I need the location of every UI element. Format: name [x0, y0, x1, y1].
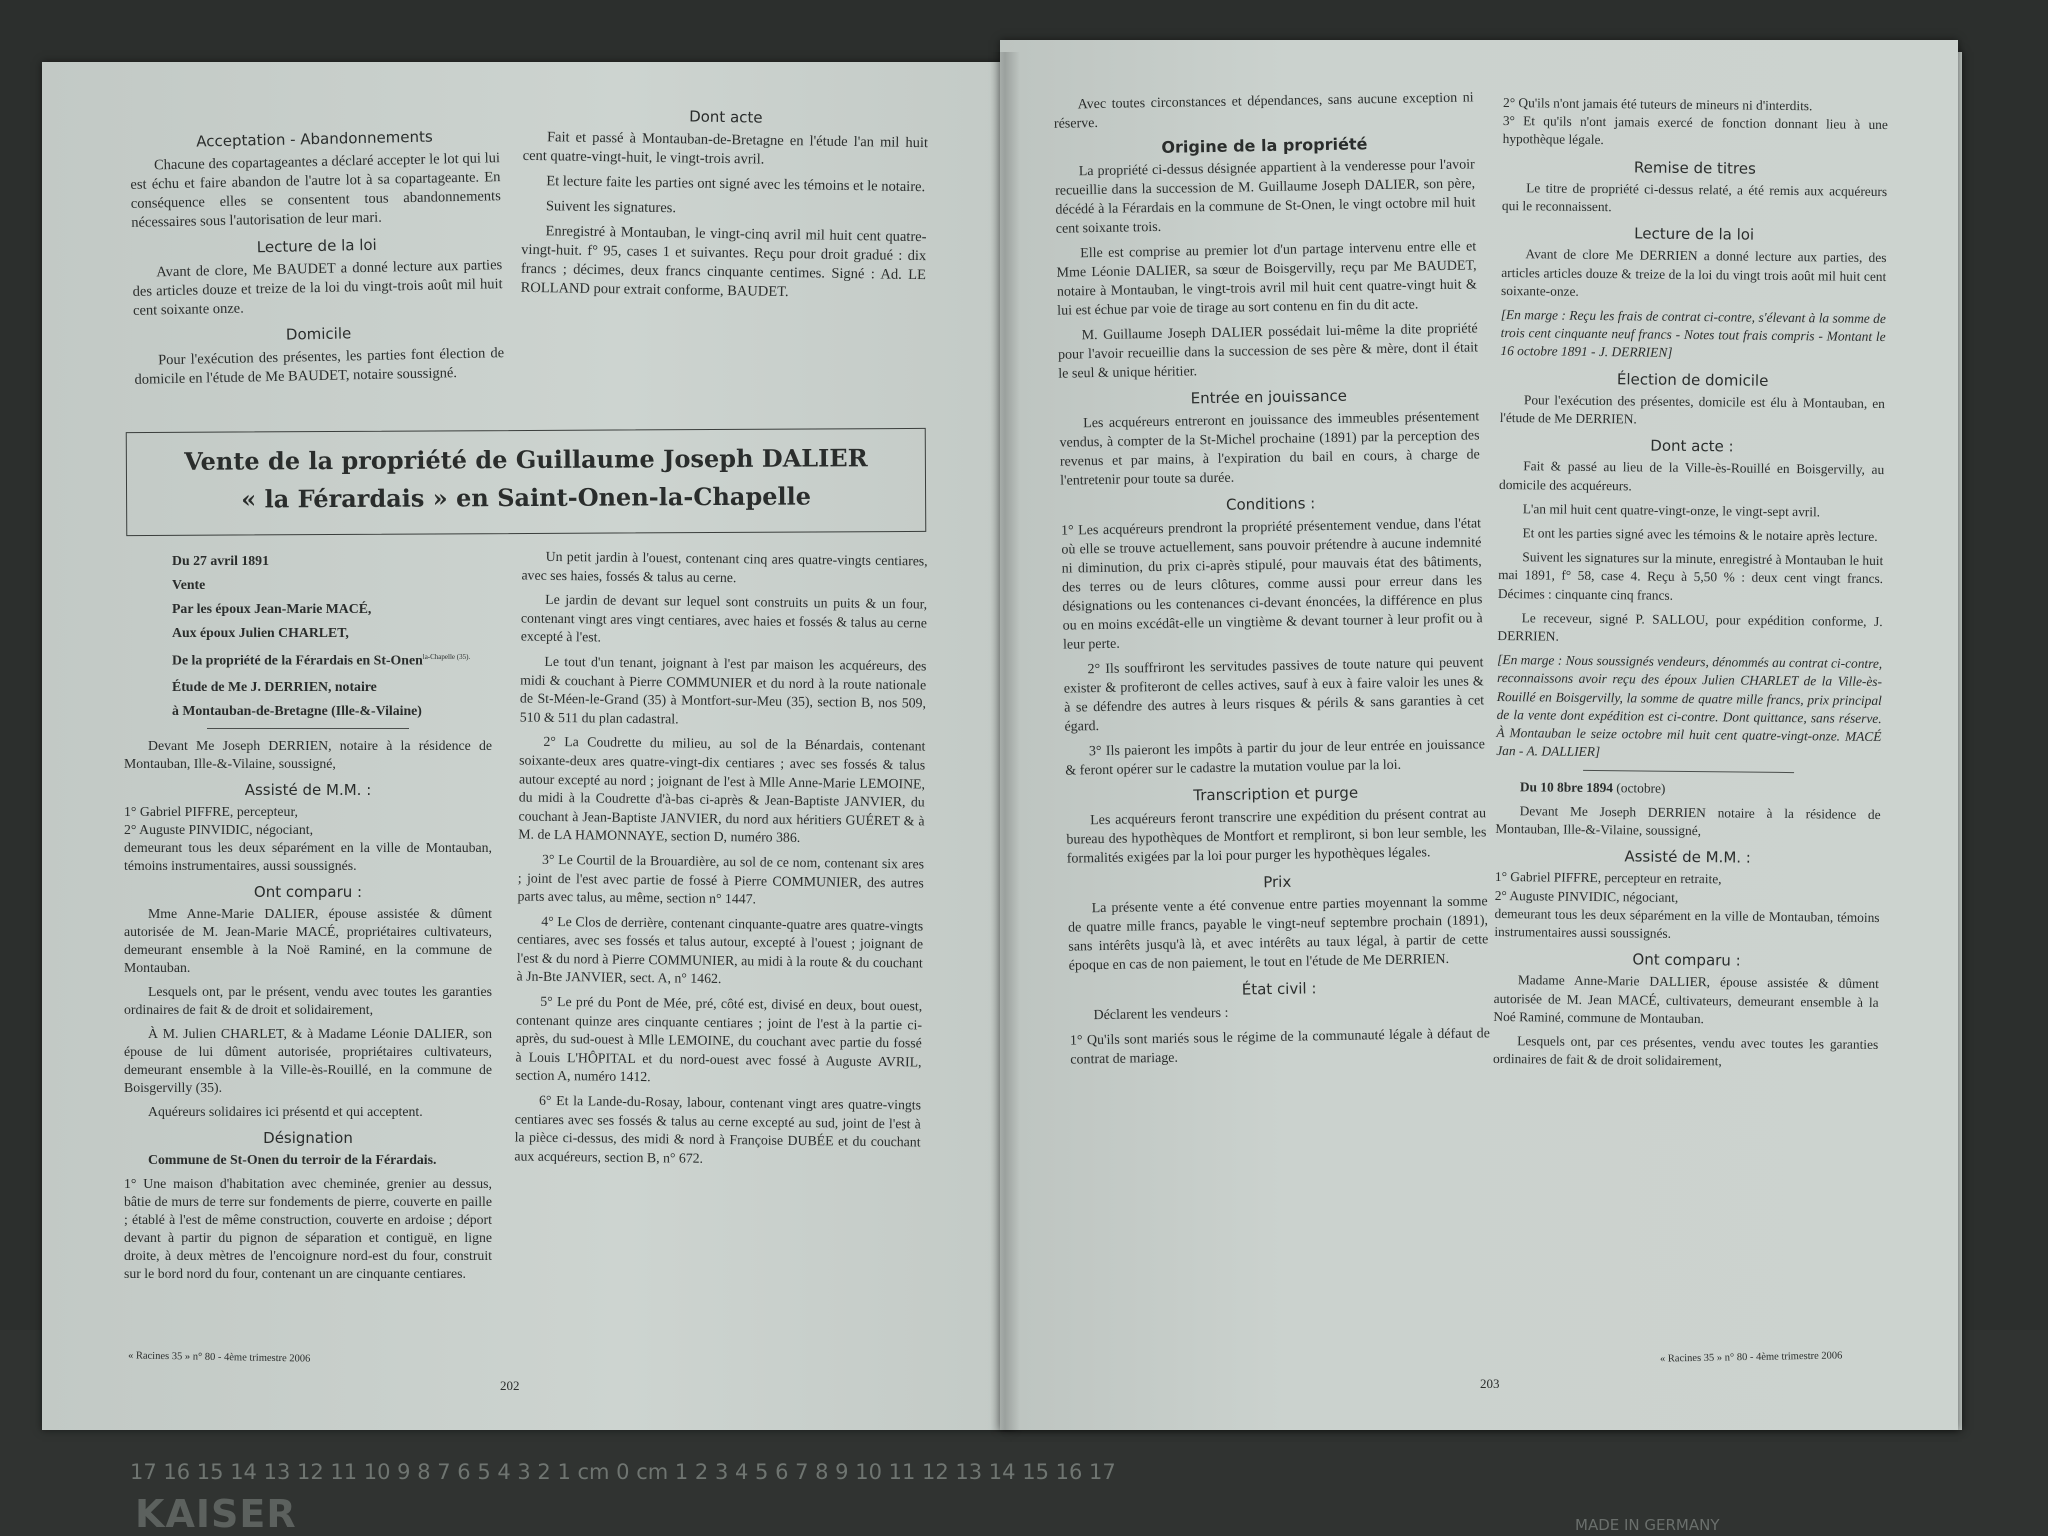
section-heading: Conditions :: [1225, 494, 1316, 514]
paragraph: Fait & passé au lieu de la Ville-ès-Rouillé en Boisgervilly, au domicile des acquéreurs.: [1498, 458, 1885, 494]
page-number: 203: [1480, 1376, 1500, 1391]
section-heading: Domicile: [285, 324, 352, 344]
paragraph: Les acquéreurs entreront en jouissance des immeubles présentement vendus, à compter de la St-Michel prochaine (1891) par la perception des revenus et par mains, à l'expiration du bail en cours, à charge de l'entretenir pour toute sa durée.: [1059, 409, 1480, 489]
paragraph: Et lecture faite les parties ont signé avec les témoins et le notaire.: [546, 173, 926, 196]
paragraph: 1° Qu'ils sont mariés sous le régime de la communauté légale à défaut de contrat de mariage.: [1069, 1026, 1491, 1068]
paragraph: Commune de St-Onen du terroir de la Férardais.: [148, 1151, 437, 1167]
paragraph: 1° Une maison d'habitation avec cheminée, grenier au dessus, bâtie de murs de terre sur fondements de pierre, couverte en paille ; établé à l'est de même construction, couverte en ardoise ; déport devant à partir du pignon de séparation et contiguë, en ligne droite, à deux mètres de l'encoignure nord-est du four, construit sur le bord nord du four, contenant un are cinquante centiares.: [124, 1175, 492, 1281]
paragraph: Devant Me Joseph DERRIEN, notaire à la résidence de Montauban, Ille-&-Vilaine, soussigné,: [124, 737, 492, 771]
left-top-col1: [129, 118, 505, 396]
paragraph: Pour l'exécution des présentes, les parties font élection de domicile en l'étude de Me BAUDET, notaire soussigné.: [134, 345, 505, 388]
act-header-line: Aux époux Julien CHARLET,: [172, 625, 349, 640]
paragraph: Pour l'exécution des présentes, domicile est élu à Montauban, en l'étude de Me DERRIEN.: [1499, 392, 1886, 427]
paragraph: Lesquels ont, par ces présentes, vendu avec toutes les garanties ordinaires de fait & de droit solidairement,: [1492, 1033, 1879, 1069]
paragraph: À M. Julien CHARLET, & à Madame Léonie DALIER, son épouse de lui dûment autorisée, propriétaires cultivateurs, demeurant ensemble à la Ville-ès-Rouillé, en la commune de Boisgervilly (35).: [124, 1025, 492, 1095]
section-heading: Élection de domicile: [1616, 369, 1769, 390]
section-heading: Origine de la propriété: [1161, 134, 1368, 157]
act-header-line: Par les époux Jean-Marie MACÉ,: [172, 601, 372, 616]
section-heading: Lecture de la loi: [256, 235, 377, 257]
section-heading: Ont comparu :: [1632, 950, 1741, 970]
paragraph: Le receveur, signé P. SALLOU, pour expédition conforme, J. DERRIEN.: [1497, 610, 1883, 644]
paragraph: Devant Me Joseph DERRIEN notaire à la résidence de Montauban, Ille-&-Vilaine, soussigné,: [1495, 802, 1881, 839]
section-heading: Désignation: [263, 1128, 353, 1147]
section-heading: Entrée en jouissance: [1190, 386, 1348, 408]
paragraph: Déclarent les vendeurs :: [1093, 1005, 1229, 1024]
page-number: 202: [500, 1378, 520, 1393]
paragraph: 5° Le pré du Pont de Mée, pré, côté est, divisé en deux, bout ouest, contenant quinze ares cinquante centiares ; joint de l'est à la partie ci-après, du sud-ouest à Mlle LEMOINE, du couchant avec partie du fossé à Louis L'HÔPITAL et du nord-ouest avec fossé à Auguste AVRIL, section A, numéro 1412.: [515, 993, 923, 1085]
paragraph: La présente vente a été convenue entre parties moyennant la somme de quatre mille francs, payable le vingt-neuf septembre prochain (1891), sans intérêts jusqu'à là, et avec intérêts au taux légal, à partir de cette époque en cas de non paiement, le tout en l'étude de Me DERRIEN.: [1067, 894, 1489, 974]
section-heading: Dont acte: [689, 107, 763, 127]
left-col1: [124, 552, 492, 1289]
page-footer: « Racines 35 » n° 80 - 4ème trimestre 2006: [1659, 1350, 1843, 1365]
divider: [1583, 769, 1795, 772]
section-heading: Assisté de M.M. :: [244, 780, 372, 799]
act-date: Du 10 8bre 1894: [1519, 778, 1614, 795]
section-heading: Assisté de M.M. :: [1624, 847, 1752, 867]
witness-line: 1° Gabriel PIFFRE, percepteur,: [124, 803, 298, 819]
paragraph: Suivent les signatures sur la minute, enregistré à Montauban le huit mai 1891, f° 58, case 4. Reçu à 5,50 % : deux cent vingt francs. Décimes : cinquante cinq francs.: [1497, 549, 1884, 603]
paragraph: Un petit jardin à l'ouest, contenant cinq ares quatre-vingts centiares, avec ses haies, fossés & talus au cerne.: [521, 548, 928, 585]
right-col2: [1493, 94, 1888, 1078]
paragraph: La propriété ci-dessus désignée appartient à la venderesse pour l'avoir recueillie dans la succession de M. Guillaume Joseph DALIER, son père, décédé à la Férardais en la commune de St-Onen, le vingt octobre mil huit cent soixante trois.: [1055, 157, 1476, 237]
paragraph: Le titre de propriété ci-dessus relaté, a été remis aux acquéreurs qui le reconnaissent.: [1501, 180, 1888, 215]
paragraph: Les acquéreurs feront transcrire une expédition du présent contrat au bureau des hypothèques de Montfort et rempliront, si bon leur semble, les formalités exigées par la loi pour purger les hypothèques légales.: [1066, 806, 1487, 867]
paragraph: Et ont les parties signé avec les témoins & le notaire après lecture.: [1522, 525, 1878, 545]
etude-line: à Montauban-de-Bretagne (Ille-&-Vilaine): [172, 702, 422, 718]
paragraph: 6° Et la Lande-du-Rosay, labour, contenant vingt ares quatre-vingts centiares avec ses fossés & talus au cerne excepté au sud, joint de l'est à la pièce ci-dessus, des midi & nord à Françoise DUBÉE et du couchant aux acquéreurs, section B, n° 672.: [514, 1092, 922, 1166]
article-title-box: [126, 428, 927, 536]
paragraph: 4° Le Clos de derrière, contenant cinquante-quatre ares quatre-vingts centiares, avec ses fossés et talus autour, excepté à l'ouest ; joignant de l'est & du nord à Pierre COMMUNIER, au midi à la route & du couchant à Jn-Bte JANVIER, sect. A, n° 1462.: [516, 913, 924, 987]
paragraph: 3° Ils paieront les impôts à partir du jour de leur entrée en jouissance & feront opérer sur le cadastre la mutation voulue par la loi.: [1065, 737, 1486, 779]
left-col2: [514, 548, 928, 1177]
paragraph: Aquéreurs solidaires ici présentd et qui acceptent.: [148, 1103, 423, 1119]
act-date: Du 27 avril 1891: [172, 553, 269, 568]
section-heading: Remise de titres: [1633, 157, 1756, 178]
section-heading: Acceptation - Abandonnements: [196, 127, 433, 151]
paragraph: Avant de clore Me DERRIEN a donné lecture aux parties, des articles articles douze & treize de la loi du vingt trois août mil huit cent soixante-onze.: [1501, 246, 1887, 299]
paragraph: 3° Le Courtil de la Brouardière, au sol de ce nom, contenant six ares ; joint de l'est avec partie de fossé à Pierre COMMUNIER, des autres parts avec talus, au même, section n° 1447.: [517, 851, 925, 907]
paragraph: Le jardin de devant sur lequel sont construits un puits & un four, contenant vingt ares vingt centiares, avec haies et fossés & talus au cerne excepté à l'est.: [520, 592, 928, 645]
paragraph: Lesquels ont, par le présent, vendu avec toutes les garanties ordinaires de fait & de droit et solidairement,: [124, 983, 492, 1017]
divider: [207, 728, 409, 729]
paragraph: Avec toutes circonstances et dépendances, sans aucune exception ni réserve.: [1053, 90, 1474, 132]
made-in-label: MADE IN GERMANY: [1575, 1516, 1720, 1534]
right-col1: [1053, 88, 1490, 1075]
paragraph: L'an mil huit cent quatre-vingt-onze, le vingt-sept avril.: [1522, 501, 1821, 520]
section-heading: Lecture de la loi: [1634, 224, 1755, 244]
paragraph: 2° Qu'ils n'ont jamais été tuteurs de mineurs ni d'interdits.: [1502, 95, 1813, 114]
superscript: la-Chapelle (35).: [422, 653, 471, 661]
section-heading: Ont comparu :: [253, 882, 363, 901]
act-header-line: Vente: [172, 577, 206, 592]
act-date-suffix: (octobre): [1612, 779, 1666, 796]
paragraph: Elle est comprise au premier lot d'un partage intervenu entre elle et Mme Léonie DALIER, sa sœur de Boisgervilly, reçu par Me BAUDET, notaire à Montauban, le vingt-trois avril mil huit cent quatre-vingt huit & lui est échue par voie de tirage au sort contenu en fin du dit acte.: [1056, 239, 1477, 319]
paragraph: Mme Anne-Marie DALIER, épouse assistée & dûment autorisée de M. Jean-Marie MACÉ, propriétaires cultivateurs, demeurant ensemble à la Noë Raminé, en la commune de Montauban.: [124, 905, 492, 975]
margin-note: [En marge : Reçu les frais de contrat ci-contre, s'élevant à la somme de trois cent cinquante neuf francs - Notes tout frais compris - Montant le 16 octobre 1891 - J. DERRIEN]: [1500, 307, 1886, 361]
left-top-col2: [520, 97, 928, 310]
witness-line: 2° Auguste PINVIDIC, négociant,: [124, 821, 314, 837]
paragraph: demeurant tous les deux séparément en la ville de Montauban, témoins instrumentaires aussi soussignés.: [1494, 905, 1880, 941]
etude-line: Étude de Me J. DERRIEN, notaire: [172, 678, 377, 694]
article-title-line2: « la Férardais » en Saint-Onen-la-Chapelle: [241, 481, 812, 514]
paragraph: 2° Ils souffriront les servitudes passives de toute nature qui peuvent exister & profiteront de celles actives, sauf à eux à faire valoir les unes & à se défendre des autres à leurs risques & périls & sans garanties à cet égard.: [1063, 655, 1485, 735]
paragraph: Le tout d'un tenant, joignant à l'est par maison les acquéreurs, des midi & couchant à Pierre COMMUNIER et du nord à la route nationale de St-Méen-le-Grand (35) à Montfort-sur-Meu (35), section B, nos 509, 510 & 511 du plan cadastral.: [519, 653, 927, 727]
section-heading: Prix: [1263, 872, 1292, 892]
brand-logo: KAISER: [135, 1492, 297, 1536]
paragraph: demeurant tous les deux séparément en la ville de Montauban, témoins instrumentaires, aussi soussignés.: [124, 839, 492, 873]
witness-line: 1° Gabriel PIFFRE, percepteur en retraite,: [1494, 869, 1722, 887]
page-footer: « Racines 35 » n° 80 - 4ème trimestre 2006: [127, 1350, 311, 1365]
paragraph: Enregistré à Montauban, le vingt-cinq avril mil huit cent quatre-vingt-huit. f° 95, cases 1 et suivantes. Reçu pour droit gradué : dix francs ; décimes, deux francs cinquante centimes. Signé : Ad. LE ROLLAND pour extrait conforme, BAUDET.: [520, 223, 927, 301]
paragraph: Fait et passé à Montauban-de-Bretagne en l'étude l'an mil huit cent quatre-vingt-huit, le vingt-trois avril.: [522, 129, 929, 168]
section-heading: État civil :: [1241, 979, 1317, 999]
paragraph: 1° Les acquéreurs prendront la propriété présentement vendue, dans l'état où elle se trouve actuellement, sans pouvoir prétendre à aucune indemnité ni diminution, du prix ci-après stipulé, pour mauvais état des bâtiments, des terres ou de leurs clôtures, comme aussi pour erreur dans les désignations ou les contenances ci-devant énoncées, la différence en plus ou en moins excédât-elle un vingtième & devant tourner à leur profit ou à leur perte.: [1060, 516, 1483, 653]
book-gutter: [990, 52, 1020, 1432]
margin-note: [En marge : Nous soussignés vendeurs, dénommés au contrat ci-contre, reconnaissons avoir reçu des époux Julien CHARLET de la Ville-ès-Rouillé en Boisgervilly, la somme de quatre mille francs, prix principal de la vente dont expédition est ci-contre. Dont quittance, sans réserve. À Montauban le seize octobre mil huit cent quatre-vingt-onze. MACÉ Jan - A. DALLIER]: [1496, 652, 1883, 760]
section-heading: Dont acte :: [1650, 436, 1734, 456]
paragraph: Chacune des copartageantes a déclaré accepter le lot qui lui est échu et faire abandon de l'autre lot à sa copartageante. En conséquence elles se consentent tous abandonnements nécessaires sous l'autorisation de leur mari.: [130, 150, 501, 231]
paragraph: M. Guillaume Joseph DALIER possédait lui-même la dite propriété pour l'avoir recueillie dans la succession de ses père & mère, dont il était le seul & unique héritier.: [1057, 321, 1479, 382]
paragraph: Avant de clore, Me BAUDET a donné lecture aux parties des articles douze et treize de la loi du vingt-trois août mil huit cent soixante onze.: [132, 257, 503, 319]
section-heading: Transcription et purge: [1193, 783, 1359, 805]
paragraph: Suivent les signatures.: [545, 198, 677, 217]
article-title-line1: Vente de la propriété de Guillaume Joseph DALIER: [184, 443, 868, 476]
paragraph: 2° La Coudrette du milieu, au sol de la Bénardais, contenant soixante-deux ares quatre-vingt-dix centiares ; avec ses fossés & talus autour excepté au nord ; joignant de l'est à Mlle Anne-Marie LEMOINE, du midi à la Coudrette d'à-bas ci-après & Jean-Baptiste JANVIER, du couchant à Jean-Baptiste JANVIER, du nord aux héritiers GUÉRET & à M. de LA HAMONNAYE, section D, numéro 386.: [518, 734, 926, 846]
paragraph: Madame Anne-Marie DALLIER, épouse assistée & dûment autorisée de M. Jean MACÉ, cultivateurs, demeurant ensemble à la Noé Raminé, commune de Montauban.: [1493, 972, 1879, 1026]
ruler-scale: 17 16 15 14 13 12 11 10 9 8 7 6 5 4 3 2 1 cm 0 cm 1 2 3 4 5 6 7 8 9 10 11 12 13 14 15 16 17: [130, 1460, 1116, 1484]
witness-line: 2° Auguste PINVIDIC, négociant,: [1494, 887, 1679, 905]
act-header-line: De la propriété de la Férardais en St-Onen: [172, 652, 423, 668]
paragraph: 3° Et qu'ils n'ont jamais exercé de fonction donnant lieu à une hypothèque légale.: [1502, 113, 1888, 148]
